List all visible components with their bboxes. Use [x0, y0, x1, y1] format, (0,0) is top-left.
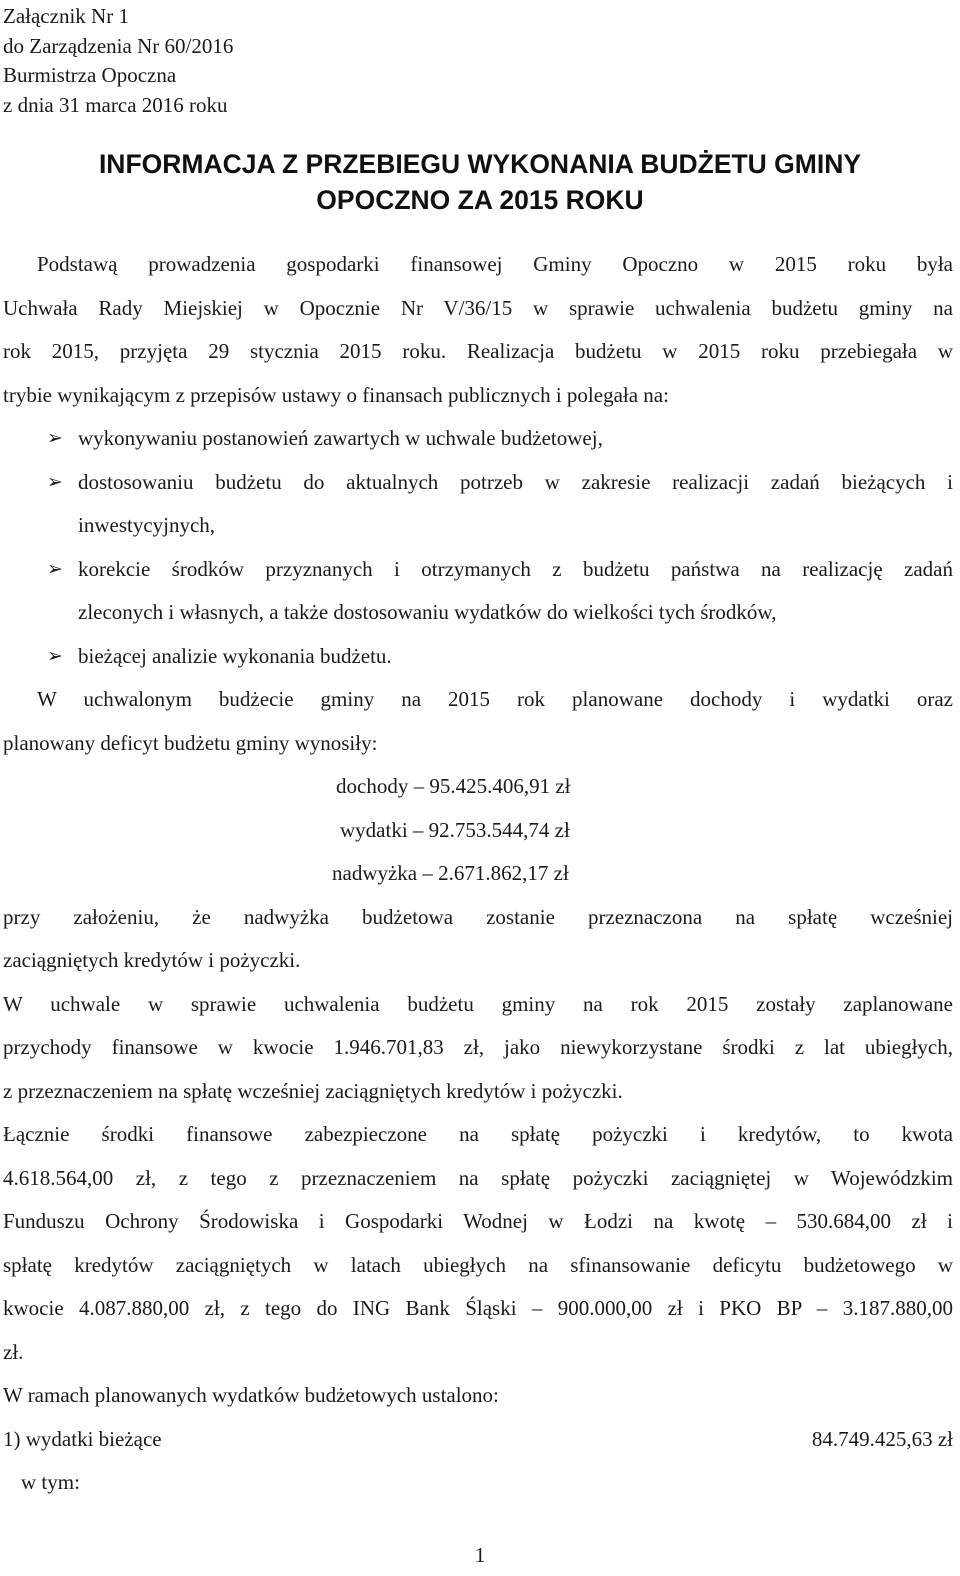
plan-line: W uchwalonym budżecie gminy na 2015 rok planowane dochody i wydatki oraz: [37, 687, 953, 711]
expenses-amount: wydatki – 92.753.544,74 zł: [340, 817, 570, 842]
intro-line: Podstawą prowadzenia gospodarki finansowej Gminy Opoczno w 2015 roku była: [37, 252, 953, 276]
spending-item-value: 84.749.425,63 zł: [811, 1426, 953, 1451]
revenue-line: przychody finansowe w kwocie 1.946.701,83 zł, jako niewykorzystane środki z lat ubiegłych,: [3, 1035, 953, 1059]
arrowhead-bullet-icon: ➢: [47, 644, 63, 667]
list-item-continuation: zleconych i własnych, a także dostosowaniu wydatków do wielkości tych środków,: [78, 600, 777, 624]
funds-line: kwocie 4.087.880,00 zł, z tego do ING Bank Śląski – 900.000,00 zł i PKO BP – 3.187.880,00: [3, 1296, 953, 1320]
intro-line: trybie wynikającym z przepisów ustawy o finansach publicznych i polegała na:: [3, 382, 669, 407]
list-item-continuation: inwestycyjnych,: [78, 513, 216, 537]
intro-line: rok 2015, przyjęta 29 stycznia 2015 roku. Realizacja budżetu w 2015 roku przebiegała w: [3, 339, 953, 363]
spending-item: [3, 1418, 953, 1462]
plan-line: przy założeniu, że nadwyżka budżetowa zostanie przeznaczona na spłatę wcześniej: [3, 904, 953, 929]
title-line-1: INFORMACJA Z PRZEBIEGU WYKONANIA BUDŻETU GMINY: [98, 149, 862, 179]
list-item-text: wykonywaniu postanowień zawartych w uchwale budżetowej,: [78, 426, 603, 450]
plan-line: zaciągniętych kredytów i pożyczki.: [3, 948, 301, 972]
document-title: [0, 146, 960, 218]
title-line-2: OPOCZNO ZA 2015 ROKU: [316, 185, 644, 215]
header-line: do Zarządzenia Nr 60/2016: [3, 33, 234, 58]
spending-item-sub: w tym:: [21, 1470, 80, 1494]
funds-line: zł.: [3, 1339, 24, 1364]
spending-item-label: 1) wydatki bieżące: [3, 1426, 162, 1451]
funds-line: 4.618.564,00 zł, z tego z przeznaczeniem na spłatę pożyczki zaciągniętej w Wojewódzkim: [3, 1165, 953, 1190]
list-item: [3, 417, 953, 461]
header-line: Załącznik Nr 1: [3, 4, 129, 28]
attachment-header: [3, 2, 233, 120]
list-item-text: dostosowaniu budżetu do aktualnych potrzeb w zakresie realizacji zadań bieżących i: [78, 469, 953, 494]
spending-intro: W ramach planowanych wydatków budżetowych ustalono:: [3, 1383, 499, 1407]
intro-line: Uchwała Rady Miejskiej w Opocznie Nr V/36/15 w sprawie uchwalenia budżetu gminy na: [3, 295, 953, 320]
funds-line: spłatę kredytów zaciągniętych w latach ubiegłych na sfinansowanie deficytu budżetowego w: [3, 1252, 953, 1277]
list-item: [3, 635, 953, 679]
list-item-text: bieżącej analizie wykonania budżetu.: [78, 643, 392, 668]
list-item: [3, 548, 953, 592]
arrowhead-bullet-icon: ➢: [47, 470, 63, 493]
header-line: z dnia 31 marca 2016 roku: [3, 92, 228, 117]
revenue-line: W uchwale w sprawie uchwalenia budżetu gminy na rok 2015 zostały zaplanowane: [3, 991, 953, 1016]
revenue-line: z przeznaczeniem na spłatę wcześniej zaciągniętych kredytów i pożyczki.: [3, 1078, 623, 1103]
funds-line: Łącznie środki finansowe zabezpieczone na spłatę pożyczki i kredytów, to kwota: [3, 1122, 953, 1146]
document-body: [3, 243, 953, 1505]
plan-line: planowany deficyt budżetu gminy wynosiły:: [3, 730, 378, 755]
income-amount: dochody – 95.425.406,91 zł: [336, 774, 571, 798]
list-item-text: korekcie środków przyznanych i otrzymanych z budżetu państwa na realizację zadań: [78, 556, 953, 581]
list-item: [3, 461, 953, 505]
arrowhead-bullet-icon: ➢: [47, 557, 63, 580]
funds-line: Funduszu Ochrony Środowiska i Gospodarki Wodnej w Łodzi na kwotę – 530.684,00 zł i: [3, 1209, 953, 1233]
page-number: 1: [474, 1543, 486, 1567]
surplus-amount: nadwyżka – 2.671.862,17 zł: [332, 861, 569, 885]
arrowhead-bullet-icon: ➢: [47, 427, 63, 449]
header-line: Burmistrza Opoczna: [3, 63, 177, 87]
